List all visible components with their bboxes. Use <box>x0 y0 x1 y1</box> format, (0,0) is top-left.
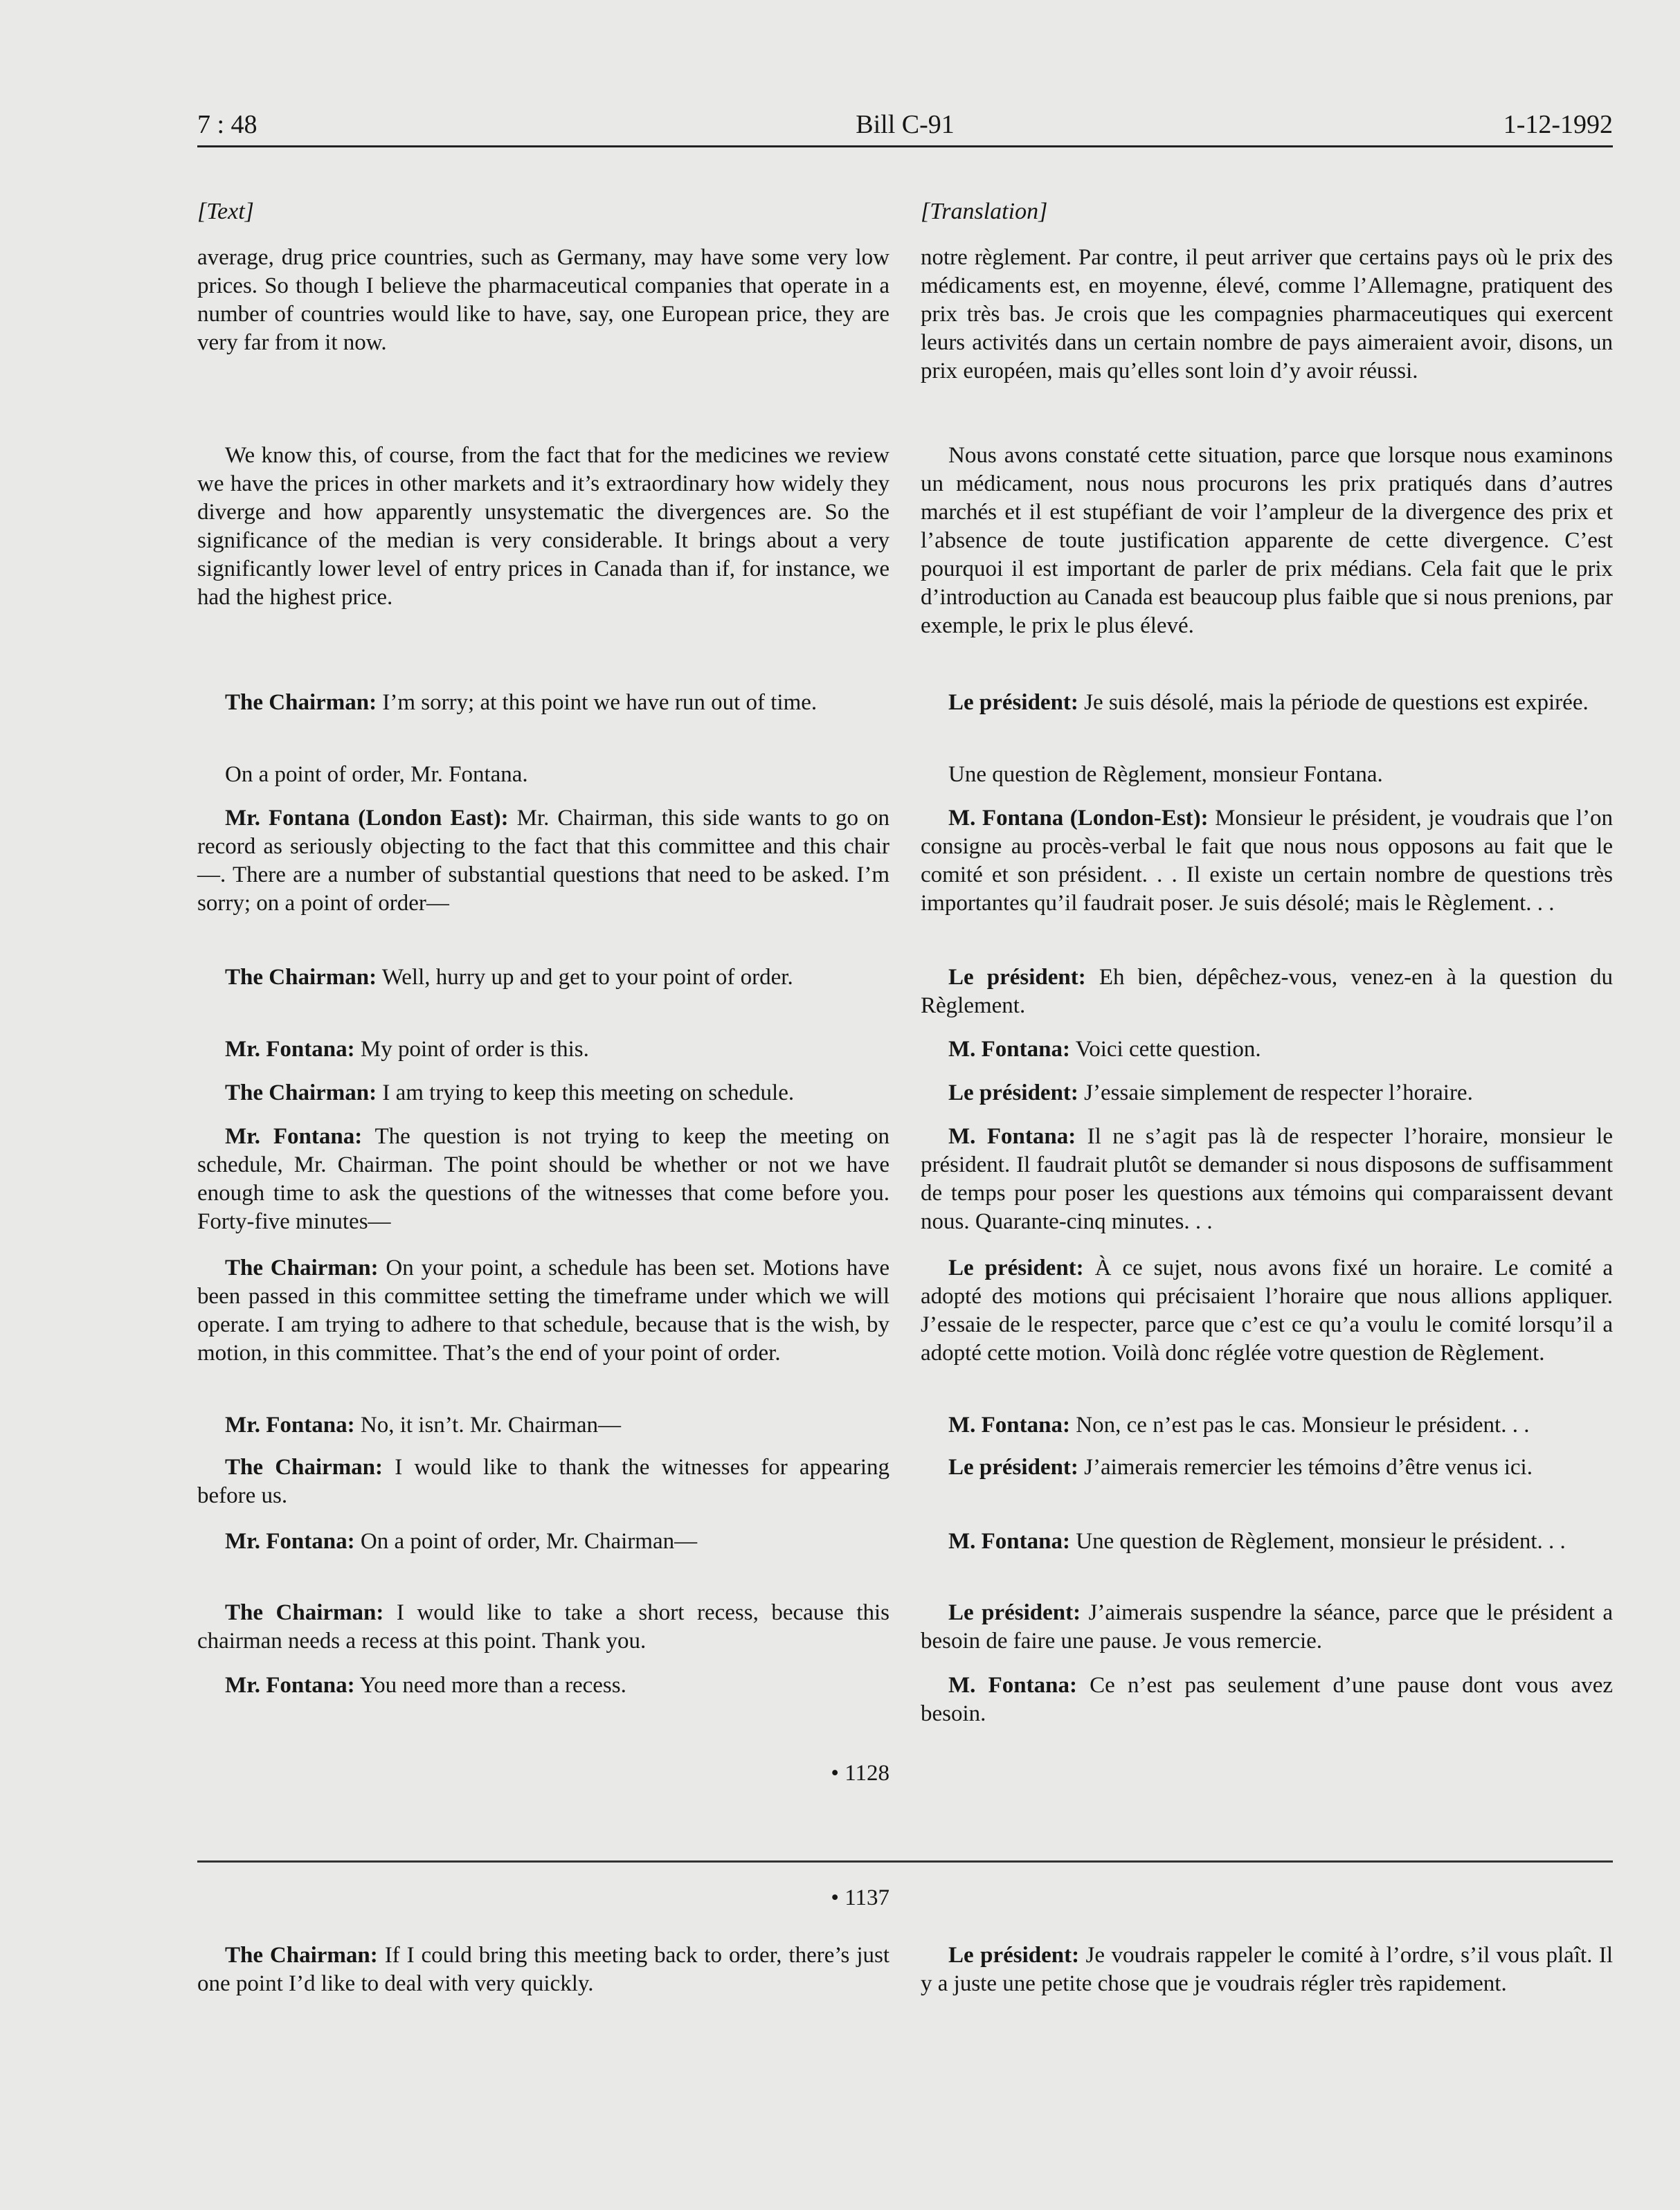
text-tag: [Text] <box>197 199 254 224</box>
speech-turn: Mr. Fontana: No, it isn’t. Mr. Chairman— <box>225 1413 621 1438</box>
speech-turn: The Chairman: Well, hurry up and get to your point of order. <box>225 965 793 990</box>
speech-turn: M. Fontana: Ce n’est pas seulement d’une pause dont vous avez besoin. <box>921 1673 1613 1726</box>
header-rule <box>197 145 1613 147</box>
header-date: 1-12-1992 <box>1503 110 1613 139</box>
translation-tag: [Translation] <box>921 199 1048 224</box>
speech-turn: Le président: J’aimerais remercier les témoins d’être venus ici. <box>948 1455 1533 1480</box>
paragraph: average, drug price countries, such as Germany, may have some very low prices. So though I believe the pharmaceutical companies that operate in a number of countries would like to have, say, one European price, they are very far from it now. <box>197 245 889 355</box>
speech-turn: The Chairman: I would like to take a short recess, because this chairman needs a recess at this point. Thank you. <box>197 1600 889 1654</box>
speech-turn: The Chairman: I’m sorry; at this point we have run out of time. <box>225 690 818 715</box>
speech-turn: M. Fontana: Non, ce n’est pas le cas. Monsieur le président. . . <box>948 1413 1530 1438</box>
section-rule <box>197 1860 1613 1863</box>
speech-turn: The Chairman: If I could bring this meeting back to order, there’s just one point I’d like to deal with very quickly. <box>197 1943 889 1996</box>
speech-turn: Mr. Fontana: My point of order is this. <box>225 1037 589 1062</box>
paragraph: Nous avons constaté cette situation, parce que lorsque nous examinons un médicament, nous nous procurons les prix pratiqués dans d’autres marchés et il est stupéfiant de voir l’ampleur de la divergence des prix et l’absence de toute justification apparente de cette divergence. C’est pourquoi il est important de parler de prix médians. Cela fait que le prix d’introduction au Canada est beaucoup plus faible que si nous prenions, par exemple, le prix le plus élevé. <box>921 443 1613 638</box>
paragraph: On a point of order, Mr. Fontana. <box>225 762 528 787</box>
speech-turn: M. Fontana: Il ne s’agit pas là de respecter l’horaire, monsieur le président. Il faudrait plutôt se demander si nous disposons de suffisamment de temps pour poser les questions aux témoins qui comparaissent devant nous. Quarante-cinq minutes. . . <box>921 1124 1613 1234</box>
bill-title: Bill C-91 <box>856 110 955 139</box>
speech-turn: Le président: Eh bien, dépêchez-vous, venez-en à la question du Règlement. <box>921 965 1614 1018</box>
speech-turn: The Chairman: I am trying to keep this meeting on schedule. <box>225 1080 795 1105</box>
speech-turn: Le président: J’essaie simplement de respecter l’horaire. <box>948 1080 1473 1105</box>
time-marker: • 1128 <box>831 1761 889 1786</box>
speech-turn: The Chairman: On your point, a schedule has been set. Motions have been passed in this committee setting the timeframe under which we will operate. I am trying to adhere to that schedule, because that is the wish, by motion, in this committee. That’s the end of your point of order. <box>197 1256 890 1366</box>
speech-turn: Le président: À ce sujet, nous avons fixé un horaire. Le comité a adopté des motions qui précisaient l’horaire que nous allions appliquer. J’essaie de le respecter, parce que c’est ce qu’a voulu le comité lorsqu’il a adopté cette motion. Voilà donc réglée votre question de Règlement. <box>921 1256 1613 1366</box>
paragraph: We know this, of course, from the fact that for the medicines we review we have the prices in other markets and it’s extraordinary how widely they diverge and how apparently unsystematic the divergences are. So the significance of the median is very considerable. It brings about a very significantly lower level of entry prices in Canada than if, for instance, we had the highest price. <box>197 443 889 610</box>
speech-turn: Mr. Fontana (London East): Mr. Chairman, this side wants to go on record as seriously objecting to the fact that this committee and this chair—. There are a number of substantial questions that need to be asked. I’m sorry; on a point of order— <box>197 806 890 916</box>
paragraph: Une question de Règlement, monsieur Fontana. <box>948 762 1383 787</box>
speech-turn: M. Fontana: Voici cette question. <box>948 1037 1261 1062</box>
speech-turn: M. Fontana: Une question de Règlement, monsieur le président. . . <box>948 1529 1566 1554</box>
speech-turn: Mr. Fontana: You need more than a recess. <box>225 1673 626 1698</box>
speech-turn: Le président: Je voudrais rappeler le comité à l’ordre, s’il vous plaît. Il y a juste une petite chose que je voudrais régler très rapidement. <box>921 1943 1613 1996</box>
paragraph: notre règlement. Par contre, il peut arriver que certains pays où le prix des médicaments est, en moyenne, élevé, comme l’Allemagne, pratiquent des prix très bas. Je crois que les compagnies pharmaceutiques qui exercent leurs activités dans un certain nombre de pays aimeraient avoir, disons, un prix européen, mais qu’elles sont loin d’y avoir réussi. <box>921 245 1613 383</box>
speech-turn: Mr. Fontana: The question is not trying to keep the meeting on schedule, Mr. Chairman. The point should be whether or not we have enough time to ask the questions of the witnesses that come before you. Forty-five minutes— <box>197 1124 890 1234</box>
time-marker: • 1137 <box>831 1885 889 1910</box>
speech-turn: M. Fontana (London-Est): Monsieur le président, je voudrais que l’on consigne au procès-verbal le fait que nous nous opposons au fait que le comité et son président. . . Il existe un certain nombre de questions très importantes qu’il faudrait poser. Je suis désolé; mais le Règlement. . . <box>921 806 1613 916</box>
speech-turn: Le président: J’aimerais suspendre la séance, parce que le président a besoin de faire une pause. Je vous remercie. <box>921 1600 1613 1654</box>
speech-turn: Le président: Je suis désolé, mais la période de questions est expirée. <box>948 690 1589 715</box>
speech-turn: Mr. Fontana: On a point of order, Mr. Chairman— <box>225 1529 698 1554</box>
page-header <box>197 109 1613 145</box>
speech-turn: The Chairman: I would like to thank the witnesses for appearing before us. <box>197 1455 890 1508</box>
page-reference: 7 : 48 <box>197 110 258 139</box>
